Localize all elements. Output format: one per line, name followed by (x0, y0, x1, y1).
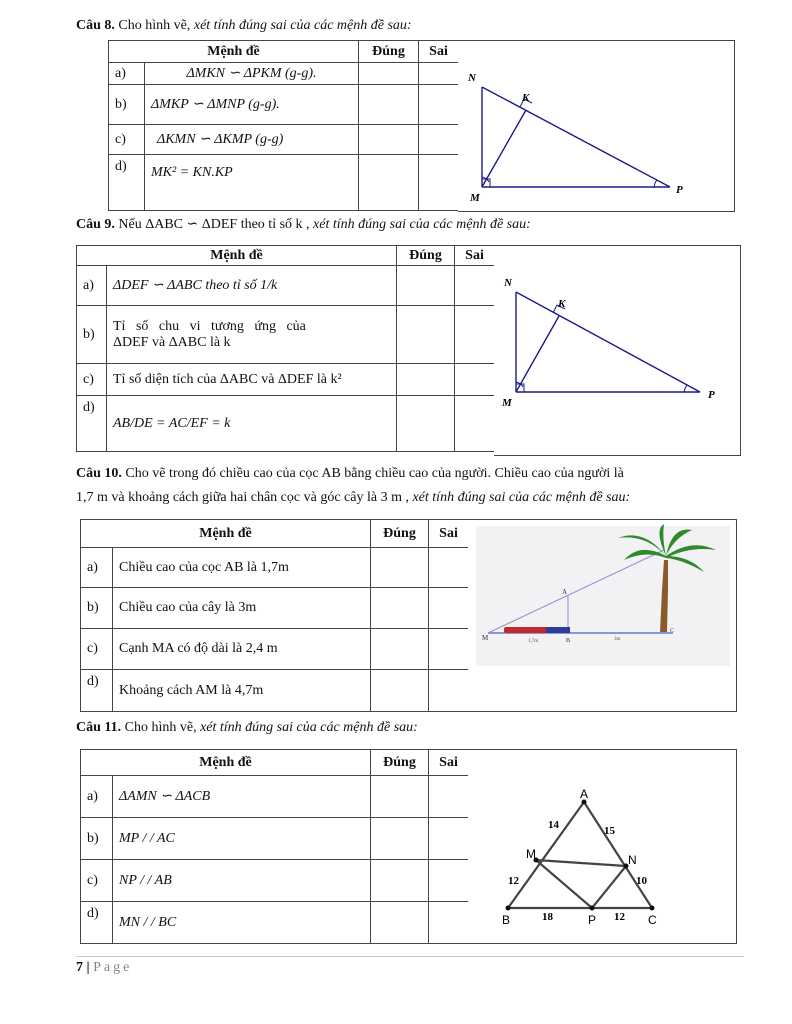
q11-false-a[interactable] (429, 776, 469, 818)
q9-label-P: P (708, 389, 715, 401)
q11-len-BP: 18 (542, 911, 553, 923)
q8-prop-b: ΔMKP ∽ ΔMNP (g-g). (145, 85, 359, 125)
q11-true-d[interactable] (371, 902, 429, 944)
q8-true-c[interactable] (359, 125, 419, 155)
q11-len-PC: 12 (614, 911, 625, 923)
footer-divider (76, 956, 744, 957)
q10-true-c[interactable] (371, 629, 429, 670)
q8-true-b[interactable] (359, 85, 419, 125)
q8-false-a[interactable] (419, 63, 459, 85)
q9-true-c[interactable] (397, 364, 455, 396)
q11-true-a[interactable] (371, 776, 429, 818)
q10-label-B: B (566, 638, 571, 644)
q9-true-d[interactable] (397, 396, 455, 452)
q11-false-b[interactable] (429, 818, 469, 860)
q11-triangle-diagram (468, 750, 736, 943)
q8-label-P: P (676, 184, 683, 196)
q10-false-a[interactable] (429, 548, 469, 588)
q10-true-d[interactable] (371, 670, 429, 712)
q11-figure (468, 749, 737, 944)
q11-len-MB: 12 (508, 875, 519, 887)
q11-false-d[interactable] (429, 902, 469, 944)
q11-label-C: C (648, 913, 657, 927)
q11-label-A: A (580, 787, 589, 801)
q10-false-b[interactable] (429, 588, 469, 629)
q10-label-C: C (670, 628, 675, 634)
q11-true-b[interactable] (371, 818, 429, 860)
q10-prop-b: Chiều cao của cây là 3m (113, 588, 371, 629)
q10-heading-line2: 1,7 m và khoảng cách giữa hai chân cọc và góc cây là 3 m , xét tính đúng sai của các mệnh đề sau: (76, 490, 631, 505)
q10-label-A: A (562, 588, 568, 596)
q11-label-M: M (526, 847, 536, 861)
q8-false-b[interactable] (419, 85, 459, 125)
q11-label-P: P (588, 913, 597, 927)
q9-right-triangle-diagram (494, 246, 740, 455)
q9-false-a[interactable] (455, 266, 495, 306)
q9-figure (494, 245, 741, 456)
q11-false-c[interactable] (429, 860, 469, 902)
q8-prop-a: ΔMKN ∽ ΔPKM (g-g). (145, 63, 359, 85)
q10-prop-d: Khoảng cách AM là 4,7m (113, 670, 371, 712)
q9-false-c[interactable] (455, 364, 495, 396)
q10-prop-c: Cạnh MA có độ dài là 2,4 m (113, 629, 371, 670)
q11-label-N: N (628, 853, 637, 867)
q10-tree-photo (468, 520, 736, 711)
q10-false-d[interactable] (429, 670, 469, 712)
q8-false-c[interactable] (419, 125, 459, 155)
q8-label-N: N (468, 72, 476, 84)
q10-dist-1: 1,7m (528, 639, 539, 644)
q8-true-a[interactable] (359, 63, 419, 85)
q8-heading: Câu 8. Cho hình vẽ, xét tính đúng sai của các mệnh đề sau: (76, 18, 412, 33)
q10-label-M: M (482, 634, 489, 642)
page-number: 7 (76, 960, 83, 975)
q11-prop-a: ΔAMN ∽ ΔACB (113, 776, 371, 818)
q10-figure (468, 519, 737, 712)
q10-heading-line1: Câu 10. Cho vẽ trong đó chiều cao của cọc AB bằng chiều cao của người. Chiều cao của người là (76, 466, 624, 481)
q8-table: Mệnh đề Đúng Sai a) ΔMKN ∽ ΔPKM (g-g). b) ΔMKP ∽ ΔMNP (g-g). c) ΔKMN ∽ ΔKMP (g-g) d) MK² = KN.KP (108, 40, 459, 211)
q9-false-b[interactable] (455, 306, 495, 364)
q11-table: Mệnh đề Đúng Sai a) ΔAMN ∽ ΔACB b) MP / / AC c) NP / / AB d) MN / / BC (80, 749, 469, 944)
q11-prop-d: MN / / BC (113, 902, 371, 944)
q10-dist-2: 3m (614, 637, 621, 642)
q10-true-a[interactable] (371, 548, 429, 588)
q8-false-d[interactable] (419, 155, 459, 211)
q10-false-c[interactable] (429, 629, 469, 670)
q9-label-M: M (502, 397, 512, 409)
q11-prop-b: MP / / AC (113, 818, 371, 860)
q11-label-B: B (502, 913, 511, 927)
q9-prop-d: AB/DE = AC/EF = k (107, 396, 397, 452)
q11-len-NC: 10 (636, 875, 647, 887)
q8-prop-c: ΔKMN ∽ ΔKMP (g-g) (145, 125, 359, 155)
q9-true-b[interactable] (397, 306, 455, 364)
q9-prop-c: Tỉ số diện tích của ΔABC và ΔDEF là k² (107, 364, 397, 396)
q9-prop-a: ΔDEF ∽ ΔABC theo tỉ số 1/k (107, 266, 397, 306)
q10-prop-a: Chiều cao của cọc AB là 1,7m (113, 548, 371, 588)
q8-true-d[interactable] (359, 155, 419, 211)
q10-table: Mệnh đề Đúng Sai a) Chiều cao của cọc AB là 1,7m b) Chiều cao của cây là 3m c) Cạnh MA có độ dài là 2,4 m d) Khoảng cách AM là 4,7m (80, 519, 469, 712)
q9-table: Mệnh đề Đúng Sai a) ΔDEF ∽ ΔABC theo tỉ số 1/k b) Tỉ số chu vi tương ứng của ΔDEF và ΔABC là k c) Tỉ số diện tích của ΔABC và ΔDEF là k² d) AB/DE = AC/EF = k (76, 245, 495, 452)
q11-heading: Câu 11. Cho hình vẽ, xét tính đúng sai của các mệnh đề sau: (76, 720, 418, 735)
q10-true-b[interactable] (371, 588, 429, 629)
q11-len-AN: 15 (604, 825, 615, 837)
q11-true-c[interactable] (371, 860, 429, 902)
q8-figure (458, 40, 735, 212)
q8-label-M: M (470, 192, 480, 204)
q8-label-K: K (522, 92, 530, 104)
q8-prop-d: MK² = KN.KP (145, 155, 359, 211)
q9-true-a[interactable] (397, 266, 455, 306)
q9-false-d[interactable] (455, 396, 495, 452)
q8-label-a: a) (109, 63, 145, 85)
q11-prop-c: NP / / AB (113, 860, 371, 902)
q11-len-AM: 14 (548, 819, 559, 831)
q9-heading: Câu 9. Nếu ΔABC ∽ ΔDEF theo tỉ số k , xét tính đúng sai của các mệnh đề sau: (76, 217, 531, 232)
page-word: Page (93, 960, 133, 975)
page-footer: 7 | Page (76, 960, 133, 975)
q9-label-K: K (558, 298, 566, 310)
q9-label-N: N (504, 277, 512, 289)
q9-prop-b: Tỉ số chu vi tương ứng của ΔDEF và ΔABC là k (107, 306, 397, 364)
q8-right-triangle-diagram (458, 41, 734, 211)
